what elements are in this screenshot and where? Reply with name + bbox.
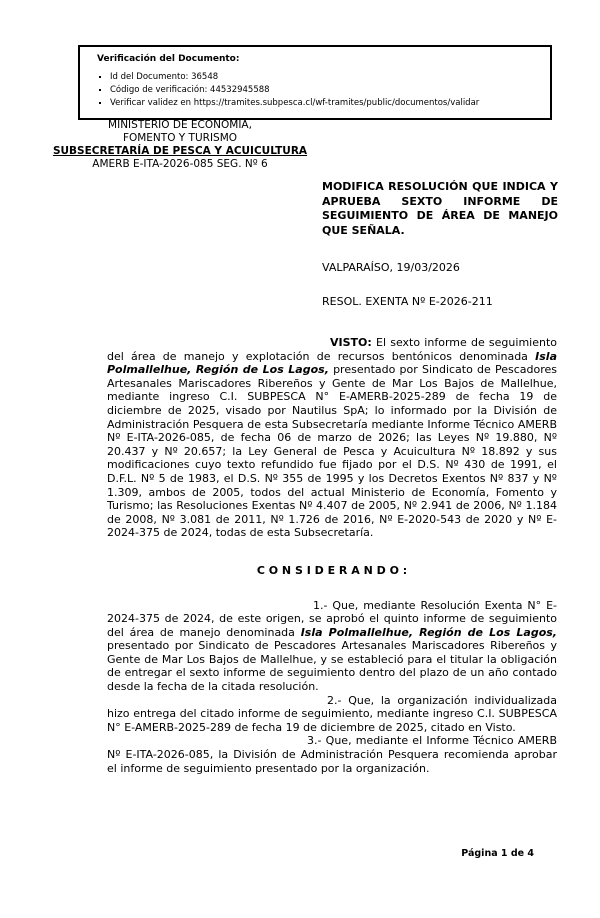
title-block — [322, 180, 558, 309]
visto-text-2: presentado por Sindicato de Pescadores Artesanales Mariscadores Ribereños y Gente de Mar Los Bajos de Mallelhue, mediante ingreso C.I. SUBPESCA N° E-AMERB-2025-289 de fecha 19 de diciembre de 2025, visado por Nautilus SpA; lo informado por la División de Administración Pesquera de esta Subsecretaría mediante Informe Técnico AMERB Nº E-ITA-2026-085, de fecha 06 de marzo de 2026; las Leyes Nº 19.880, Nº 20.437 y Nº 20.657; la Ley General de Pesca y Acuicultura Nº 18.892 y sus modificaciones cuyo texto refundido fue fijado por el D.S. Nº 430 de 1991, el D.F.L. Nº 5 de 1983, el D.S. Nº 355 de 1995 y los Decretos Exentos Nº 837 y Nº 1.309, ambos de 2005, todos del actual Ministerio de Economía, Fomento y Turismo; las Resoluciones Exentas Nº 4.407 de 2005, Nº 2.941 de 2006, Nº 1.184 de 2008, Nº 3.081 de 2011, Nº 1.726 de 2016, Nº E-2020-543 de 2020 y Nº E-2024-375 de 2024, todas de esta Subsecretaría. — [107, 363, 557, 540]
verification-item-code: ▪ Código de verificación: 44532945588 — [110, 84, 542, 97]
paragraph1-text-2: presentado por Sindicato de Pescadores Artesanales Mariscadores Ribereños y Gente de Mar Los Bajos de Mallelhue, y se estableció para el titular la obligación de entregar el sexto informe de seguimiento dentro del plazo de un año contado desde la fecha de la citada resolución. — [107, 639, 557, 694]
verification-item-url: ▪ Verificar validez en https://tramites.subpesca.cl/wf-tramites/public/documentos/validar — [110, 97, 542, 110]
visto-text-1: El sexto informe de seguimiento del área de manejo y explotación de recursos bentónicos denominada — [107, 336, 557, 363]
considerando-heading: C O N S I D E R A N D O : — [256, 563, 408, 577]
visto-label: VISTO: — [330, 336, 372, 349]
considerando-paragraph-3: 3.- Que, mediante el Informe Técnico AMERB Nº E-ITA-2026-085, la División de Administración Pesquera recomienda aprobar el informe de seguimiento presentado por la organización. — [107, 734, 557, 775]
considerando-paragraph-2: 2.- Que, la organización individualizada hizo entrega del citado informe de seguimiento, mediante ingreso C.I. SUBPESCA N° E-AMERB-2025-289 de fecha 19 de diciembre de 2025, citado en Visto. — [107, 693, 557, 734]
paragraph1-area-name: Isla Polmallelhue, Región de Los Lagos, — [300, 625, 557, 639]
subsecretaria-line: SUBSECRETARÍA DE PESCA Y ACUICULTURA — [52, 145, 308, 157]
resolution-body — [107, 336, 557, 775]
ministry-line-2: FOMENTO Y TURISMO — [122, 132, 238, 144]
ministry-line-1: MINISTERIO DE ECONOMÍA, — [108, 119, 252, 131]
resolution-number: RESOL. EXENTA Nº E-2026-211 — [322, 294, 493, 308]
verification-box — [78, 45, 552, 120]
visto-area-name: Isla Polmallelhue, Región de Los Lagos, — [107, 349, 557, 377]
place-date: VALPARAÍSO, 19/03/2026 — [322, 261, 460, 274]
verification-item-doc-id: ▪ Id del Documento: 36548 — [110, 71, 542, 84]
verification-title: Verificación del Documento: — [97, 54, 240, 64]
amerb-code-line: AMERB E-ITA-2026-085 SEG. Nº 6 — [92, 158, 268, 170]
visto-paragraph — [107, 336, 557, 540]
page-number: Página 1 de 4 — [461, 848, 534, 859]
letterhead — [34, 119, 326, 171]
paragraph1-text-1: 1.- Que, mediante Resolución Exenta N° E-2024-375 de 2024, de este origen, se aprobó el quinto informe de seguimiento del área de manejo denominada — [107, 598, 557, 639]
verification-list — [97, 71, 542, 110]
resolution-subject: MODIFICA RESOLUCIÓN QUE INDICA Y APRUEBA SEXTO INFORME DE SEGUIMIENTO DE ÁREA DE MANEJO QUE SEÑALA. — [322, 180, 558, 237]
considerando-paragraph-1 — [107, 599, 557, 694]
